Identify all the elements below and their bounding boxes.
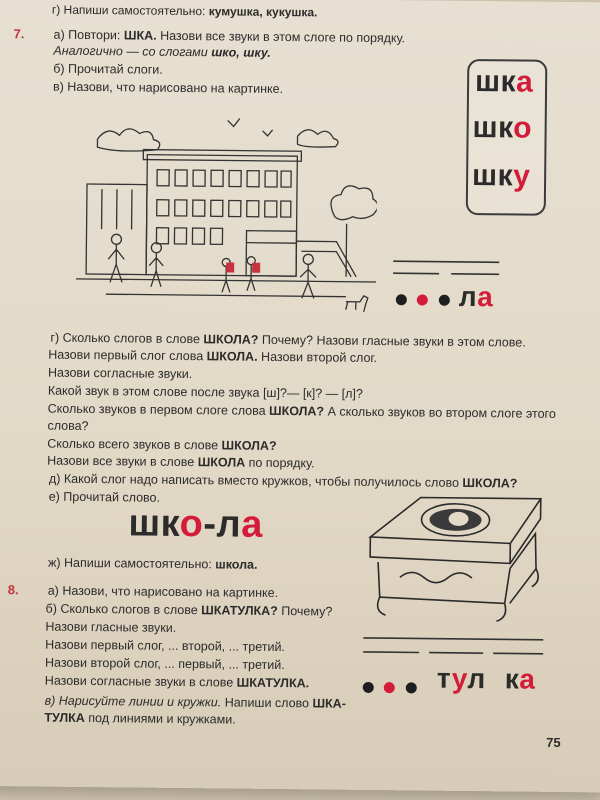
exercise-8-number: 8. <box>7 582 19 598</box>
syllable-shku: шку <box>471 159 531 193</box>
ex8-line-consonants: Назови согласные звуки в слове ШКАТУЛКА. <box>44 673 310 691</box>
ex8-line-a: а) Назови, что нарисовано на картинке. <box>47 583 279 601</box>
word-shkola: шко-ла <box>128 502 264 546</box>
ex8-line-v2: ТУЛКА под линиями и кружками. <box>44 710 236 727</box>
ex8-line-b: б) Сколько слогов в слове ШКАТУЛКА? Почему? <box>45 601 333 619</box>
syllable-tul: тул <box>436 662 486 695</box>
ex7-zh-line: ж) Напиши самостоятельно: школа. <box>47 555 258 572</box>
exercise-7-number: 7. <box>13 26 25 42</box>
ex7-d-line: д) Какой слог надо написать вместо кружков, чтобы получилось слово ШКОЛА? <box>48 471 518 491</box>
ex7-line-analog: Аналогично — со слогами шко, шку. <box>53 43 271 60</box>
ex7-line-a: а) Повтори: ШКА. Назови все звуки в этом слоге по порядку. <box>53 27 406 46</box>
page-number: 75 <box>546 734 561 750</box>
school-illustration <box>76 109 378 317</box>
syllable-la: ла <box>458 280 494 313</box>
consonant-dot <box>439 295 450 306</box>
vowel-dot <box>384 682 395 693</box>
ex8-line-vowels: Назови гласные звуки. <box>45 619 177 635</box>
syllable-ka: ка <box>504 663 536 695</box>
consonant-dot <box>396 294 407 305</box>
ex7-g-line1: г) Сколько слогов в слове ШКОЛА? Почему? Назови гласные звуки в этом слове. <box>50 330 526 350</box>
sound-dots <box>396 292 450 311</box>
sound-dots-2 <box>363 680 417 699</box>
ex7-g-line5: Сколько звуков в первом слоге слова ШКОЛА? А сколько звуков во втором слоге этого <box>47 401 556 421</box>
ex7-g-line3: Назови согласные звуки. <box>47 365 193 382</box>
ex8-line-v1: в) Нарисуйте линии и кружки. Напиши слово ШКА- <box>44 693 346 711</box>
syllable-shka: шка <box>474 65 534 99</box>
ex8-line-first: Назови первый слог, ... второй, ... третий. <box>45 637 286 655</box>
vowel-dot <box>417 294 428 305</box>
ex8-line-second: Назови второй слог, ... первый, ... третий. <box>44 655 285 673</box>
syllable-shko: шко <box>472 111 533 145</box>
ex7-g-line4: Какой звук в этом слове после звука [ш]?— [к]? — [л]? <box>47 383 363 401</box>
syllable-card <box>466 59 548 216</box>
casket-illustration <box>359 487 550 629</box>
ex7-e-line: е) Прочитай слово. <box>48 489 161 505</box>
consonant-dot <box>406 682 417 693</box>
ex7-g-line8: Назови все звуки в слове ШКОЛА по порядку. <box>47 453 315 471</box>
ex7-g-line6: слова? <box>47 418 89 434</box>
consonant-dot <box>363 682 374 693</box>
ex7-line-b: б) Прочитай слоги. <box>53 61 163 77</box>
ex7-g-line2: Назови первый слог слова ШКОЛА. Назови второй слог. <box>48 347 378 366</box>
top-line: г) Напиши самостоятельно: кумушка, кукушка. <box>51 2 318 20</box>
ex7-g-line7: Сколько всего звуков в слове ШКОЛА? <box>47 436 277 453</box>
ex7-line-c: в) Назови, что нарисовано на картинке. <box>52 79 284 97</box>
